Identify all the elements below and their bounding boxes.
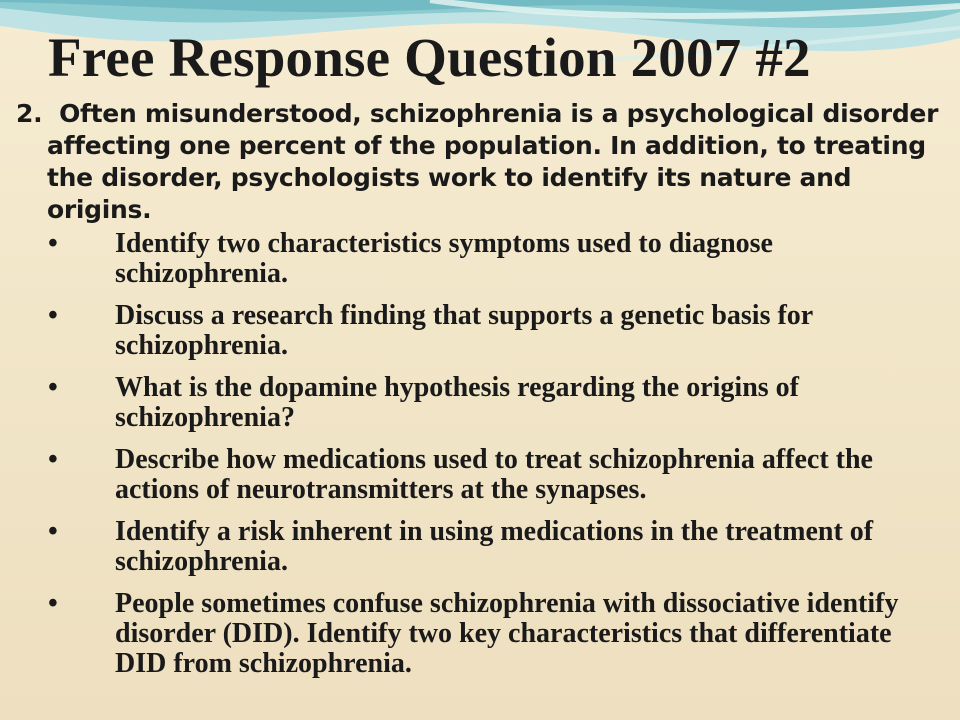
bullet-item bbox=[44, 301, 944, 361]
bullet-item bbox=[44, 589, 944, 679]
bullet-text: Identify a risk inherent in using medications in the treatment of schizophrenia. bbox=[115, 516, 874, 577]
question-intro-text: Often misunderstood, schizophrenia is a psychological disorder affecting one percent of the population. In addition, to treating the disorder, psychologists work to identify its nature and origins. bbox=[47, 99, 939, 224]
bullet-item bbox=[44, 445, 944, 505]
bullet-item bbox=[44, 229, 944, 289]
bullet-icon: • bbox=[48, 300, 58, 331]
bullet-text: Identify two characteristics symptoms used to diagnose schizophrenia. bbox=[115, 228, 773, 289]
slide-title: Free Response Question 2007 #2 bbox=[48, 27, 811, 88]
bullet-item bbox=[44, 373, 944, 433]
bullet-text: People sometimes confuse schizophrenia with dissociative identify disorder (DID). Identify two key characteristics that differentiate DID from schizophrenia. bbox=[115, 588, 899, 679]
bullet-text: Discuss a research finding that supports a genetic basis for schizophrenia. bbox=[115, 300, 813, 361]
question-intro bbox=[16, 98, 947, 226]
bullet-text: What is the dopamine hypothesis regarding the origins of schizophrenia? bbox=[115, 372, 799, 433]
bullet-icon: • bbox=[48, 228, 58, 259]
question-number: 2. bbox=[16, 99, 43, 128]
bullet-icon: • bbox=[48, 516, 58, 547]
bullet-icon: • bbox=[48, 588, 58, 619]
bullet-item bbox=[44, 517, 944, 577]
bullet-list bbox=[44, 229, 944, 691]
bullet-text: Describe how medications used to treat schizophrenia affect the actions of neurotransmitters at the synapses. bbox=[115, 444, 873, 505]
bullet-icon: • bbox=[48, 372, 58, 403]
bullet-icon: • bbox=[48, 444, 58, 475]
